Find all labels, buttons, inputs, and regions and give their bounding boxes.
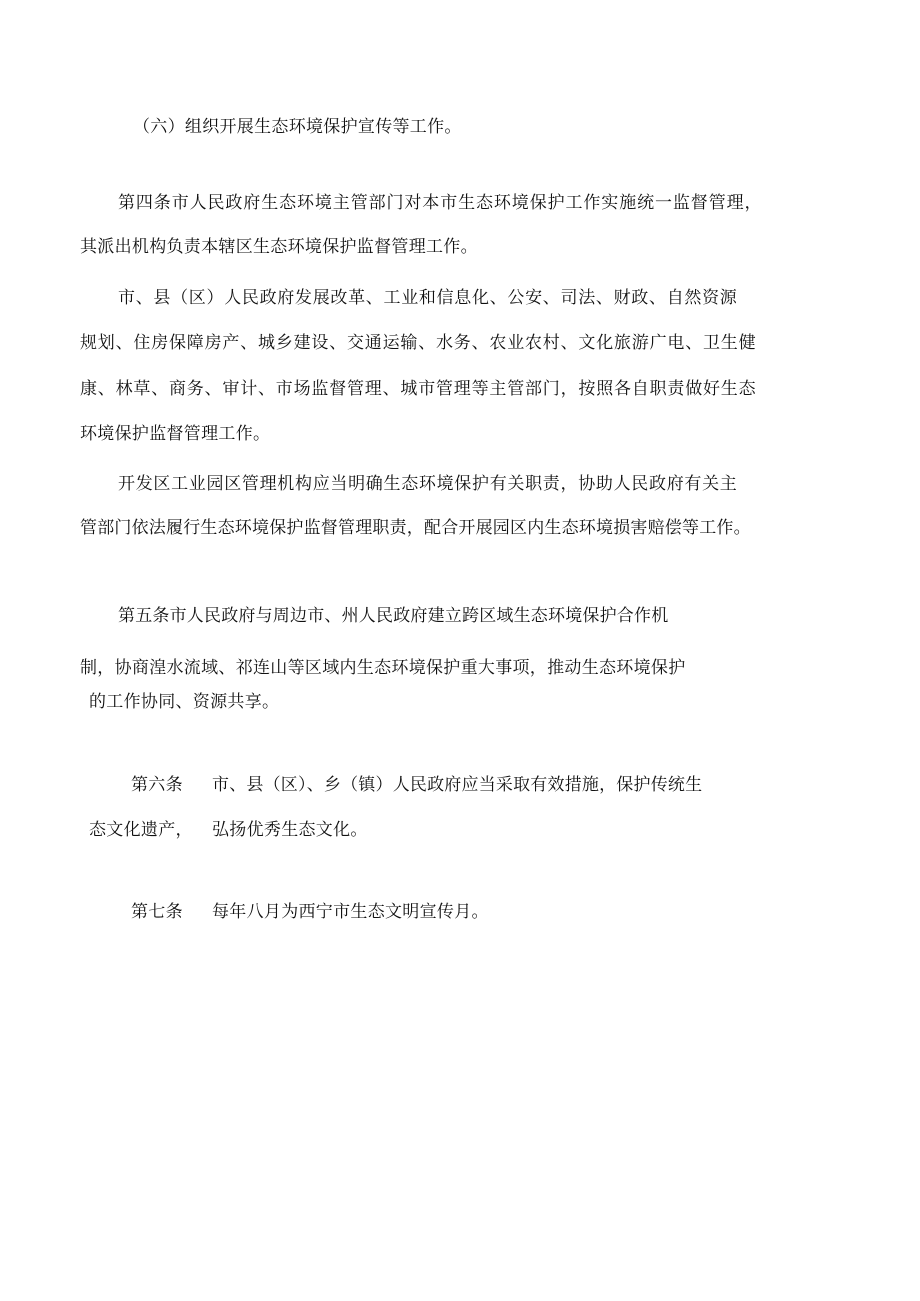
- item-6-text: （六）组织开展生态环境保护宣传等工作。: [133, 117, 462, 137]
- article-4-para-3-line-1: 开发区工业园区管理机构应当明确生态环境保护有关职责，协助人民政府有关主: [118, 474, 738, 494]
- article-4-para-3-line-2: 管部门依法履行生态环境保护监督管理职责，配合开展园区内生态环境损害赔偿等工作。: [80, 518, 751, 538]
- article-7-text: 每年八月为西宁市生态文明宣传月。: [212, 902, 489, 922]
- article-5-line-3: 的工作协同、资源共享。: [89, 692, 280, 712]
- article-4-para-2-line-3: 康、林草、商务、审计、市场监督管理、城市管理等主管部门，按照各自职责做好生态: [80, 379, 757, 399]
- article-4-para-2-line-4: 环境保护监督管理工作。: [80, 424, 271, 444]
- article-4-line-2: 其派出机构负责本辖区生态环境保护监督管理工作。: [80, 237, 478, 257]
- article-6-line-2-part-1: 态文化遗产，: [89, 820, 193, 840]
- article-4-line-1: 第四条市人民政府生态环境主管部门对本市生态环境保护工作实施统一监督管理，: [118, 193, 763, 213]
- article-6-line-1: 市、县（区）、乡（镇）人民政府应当采取有效措施，保护传统生: [212, 775, 703, 795]
- article-5-line-1: 第五条市人民政府与周边市、州人民政府建立跨区域生态环境保护合作机: [118, 606, 669, 626]
- article-6-label: 第六条: [131, 775, 183, 795]
- article-7-label: 第七条: [131, 902, 183, 922]
- article-6-line-2-part-2: 弘扬优秀生态文化。: [212, 820, 368, 840]
- article-5-line-2: 制，协商湟水流域、祁连山等区域内生态环境保护重大事项，推动生态环境保护: [80, 658, 686, 678]
- article-4-para-2-line-2: 规划、住房保障房产、城乡建设、交通运输、水务、农业农村、文化旅游广电、卫生健: [80, 333, 757, 353]
- article-4-para-2-line-1: 市、县（区）人民政府发展改革、工业和信息化、公安、司法、财政、自然资源: [118, 288, 738, 308]
